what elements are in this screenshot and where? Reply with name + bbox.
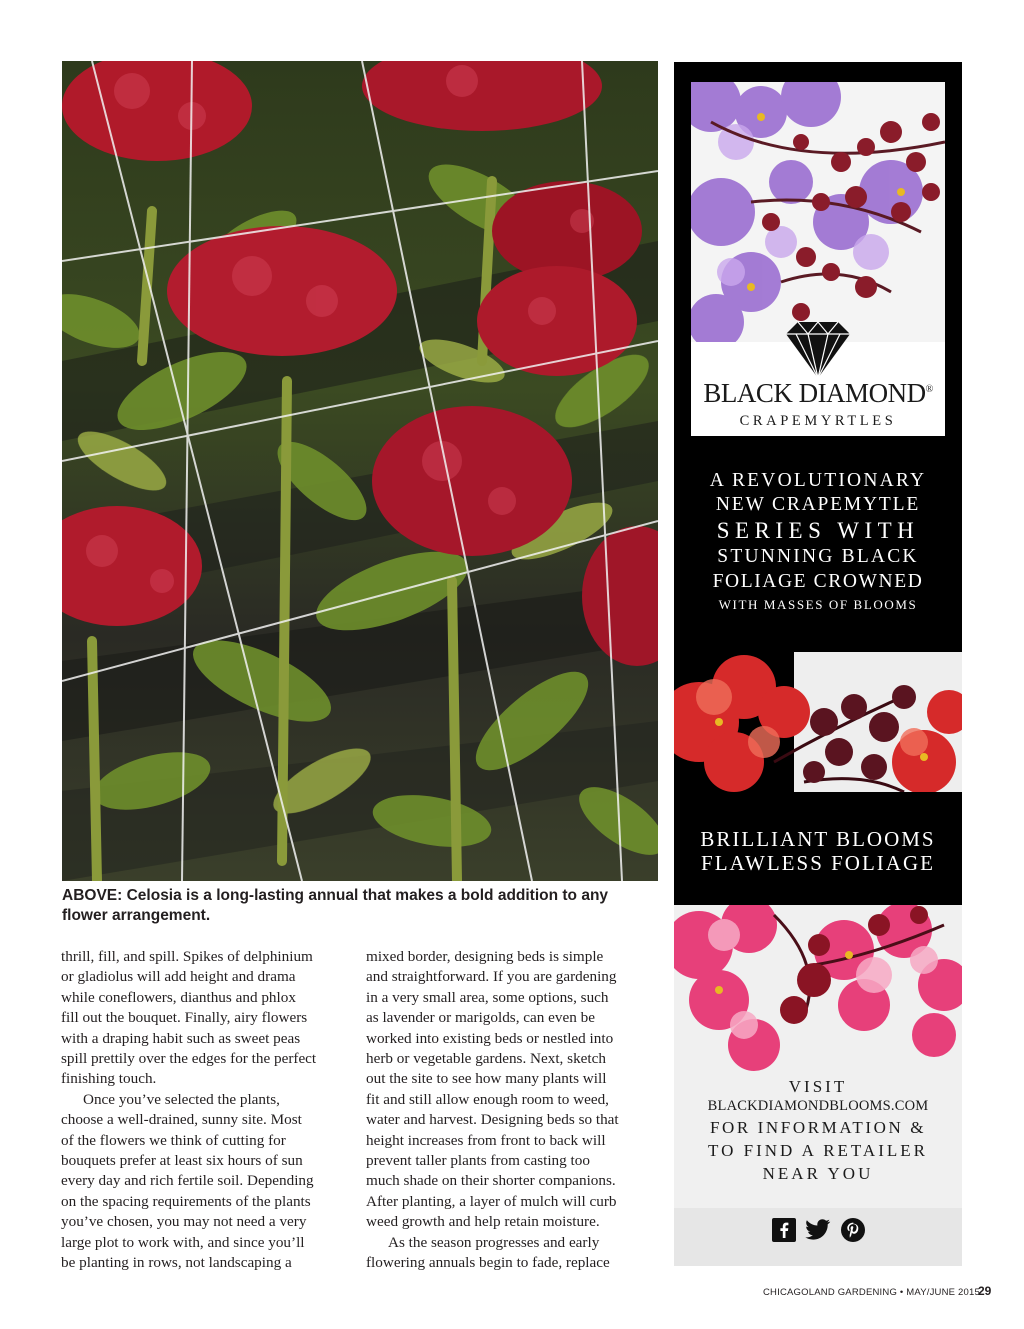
facebook-icon[interactable]	[770, 1216, 798, 1244]
body-line: weed growth and help retain moisture.	[366, 1213, 600, 1231]
ad-tagline-1: BRILLIANT BLOOMS	[700, 827, 936, 851]
caption-line-1	[62, 886, 652, 906]
body-line: of the flowers we think of cutting for	[61, 1131, 286, 1149]
body-line: height increases from front to back will	[366, 1131, 606, 1149]
body-line: bouquets prefer at least six hours of sun	[61, 1152, 303, 1170]
page-number: 29	[978, 1284, 992, 1298]
body-line: flowering annuals begin to fade, replace	[366, 1254, 610, 1272]
celosia-photo-graphic	[62, 61, 658, 881]
body-line: finishing touch.	[61, 1070, 157, 1088]
body-line: prevent taller plants from casting too	[366, 1152, 590, 1170]
body-line: fill out the bouquet. Finally, airy flowers	[61, 1009, 308, 1027]
body-line: be planting in rows, not landscaping a	[61, 1254, 292, 1272]
body-line: mixed border, designing beds is simple	[366, 948, 604, 965]
ad-url-link[interactable]: BLACKDIAMONDBLOOMS.COM	[707, 1098, 929, 1114]
publication-name: CHICAGOLAND GARDENING	[763, 1287, 898, 1298]
body-line: with a draping habit such as sweet peas	[61, 1029, 301, 1047]
ad-tagline-2: FLAWLESS FOLIAGE	[701, 851, 935, 875]
body-column-1	[61, 947, 351, 1274]
crapemyrtle-purple-illustration	[691, 82, 945, 342]
ad-headline-1: A REVOLUTIONARY	[709, 470, 927, 491]
body-line: much shade on their shorter companions.	[366, 1172, 616, 1190]
crapemyrtle-red-illustration	[674, 652, 962, 792]
body-line: large plot to work with, and since you’ll	[61, 1233, 305, 1251]
pinterest-icon[interactable]	[839, 1216, 867, 1244]
ad-cta-1: FOR INFORMATION &	[709, 1118, 927, 1137]
body-line: as lavender or marigolds, can even be	[366, 1009, 595, 1027]
body-line: on the spacing requirements of the plants	[61, 1192, 311, 1210]
photo-caption	[62, 886, 652, 925]
body-line: out the site to see how many plants will	[366, 1070, 607, 1088]
brand-name	[691, 378, 945, 409]
ad-cta-panel	[674, 905, 962, 1266]
brand-subtitle: CRAPEMYRTLES	[739, 413, 897, 429]
body-line: After planting, a layer of mulch will curb	[366, 1192, 617, 1210]
brand-name-text: BLACK DIAMOND	[703, 378, 926, 408]
diamond-logo-icon	[778, 320, 858, 380]
body-line: in a very small area, some options, such	[366, 988, 609, 1006]
black-diamond-ad[interactable]	[674, 62, 962, 1266]
body-line: every day and rich fertile soil. Depending	[61, 1172, 314, 1190]
footer-separator: •	[899, 1287, 904, 1298]
issue-date: MAY/JUNE 2015	[906, 1287, 980, 1298]
caption-lead: ABOVE:	[62, 887, 123, 904]
body-line: and straightforward. If you are gardening	[366, 968, 617, 986]
body-line: or gladiolus will add height and drama	[61, 968, 296, 986]
ad-headline-5: FOLIAGE CROWNED	[712, 571, 924, 592]
body-line: spill prettily over the edges for the perfect	[61, 1050, 317, 1068]
body-line: water and harvest. Designing beds so that	[366, 1111, 619, 1129]
ad-headline-3: SERIES WITH	[716, 518, 920, 543]
twitter-icon[interactable]	[804, 1216, 832, 1244]
red-flower-panel	[674, 652, 962, 792]
page-footer	[763, 1287, 980, 1298]
body-line: fit and still allow enough room to weed,	[366, 1090, 609, 1108]
caption-text: Celosia is a long-lasting annual that makes a bold addition to any	[122, 887, 609, 904]
celosia-photo	[62, 61, 658, 881]
ad-cta-3: NEAR YOU	[762, 1164, 874, 1183]
registered-mark: ®	[925, 384, 933, 395]
ad-headline-6: WITH MASSES OF BLOOMS	[718, 597, 918, 612]
body-line: worked into existing beds or nestled into	[366, 1029, 614, 1047]
ad-logo-panel	[691, 82, 945, 436]
body-line: Once you’ve selected the plants,	[83, 1090, 280, 1108]
body-line: while coneflowers, dianthus and phlox	[61, 988, 296, 1006]
body-line: thrill, fill, and spill. Spikes of delphinium	[61, 948, 313, 965]
body-line: As the season progresses and early	[388, 1233, 600, 1251]
body-line: choose a well-drained, sunny site. Most	[61, 1111, 302, 1129]
ad-visit: VISIT	[788, 1077, 848, 1096]
ad-headline-4: STUNNING BLACK	[717, 546, 919, 567]
ad-cta-2: TO FIND A RETAILER	[708, 1141, 928, 1160]
body-line: herb or vegetable gardens. Next, sketch	[366, 1050, 606, 1068]
body-column-2	[366, 947, 656, 1274]
caption-line-2: flower arrangement.	[62, 906, 211, 924]
body-line: you’ve chosen, you may not need a very	[61, 1213, 307, 1231]
ad-headline-2: NEW CRAPEMYTLE	[715, 494, 921, 515]
